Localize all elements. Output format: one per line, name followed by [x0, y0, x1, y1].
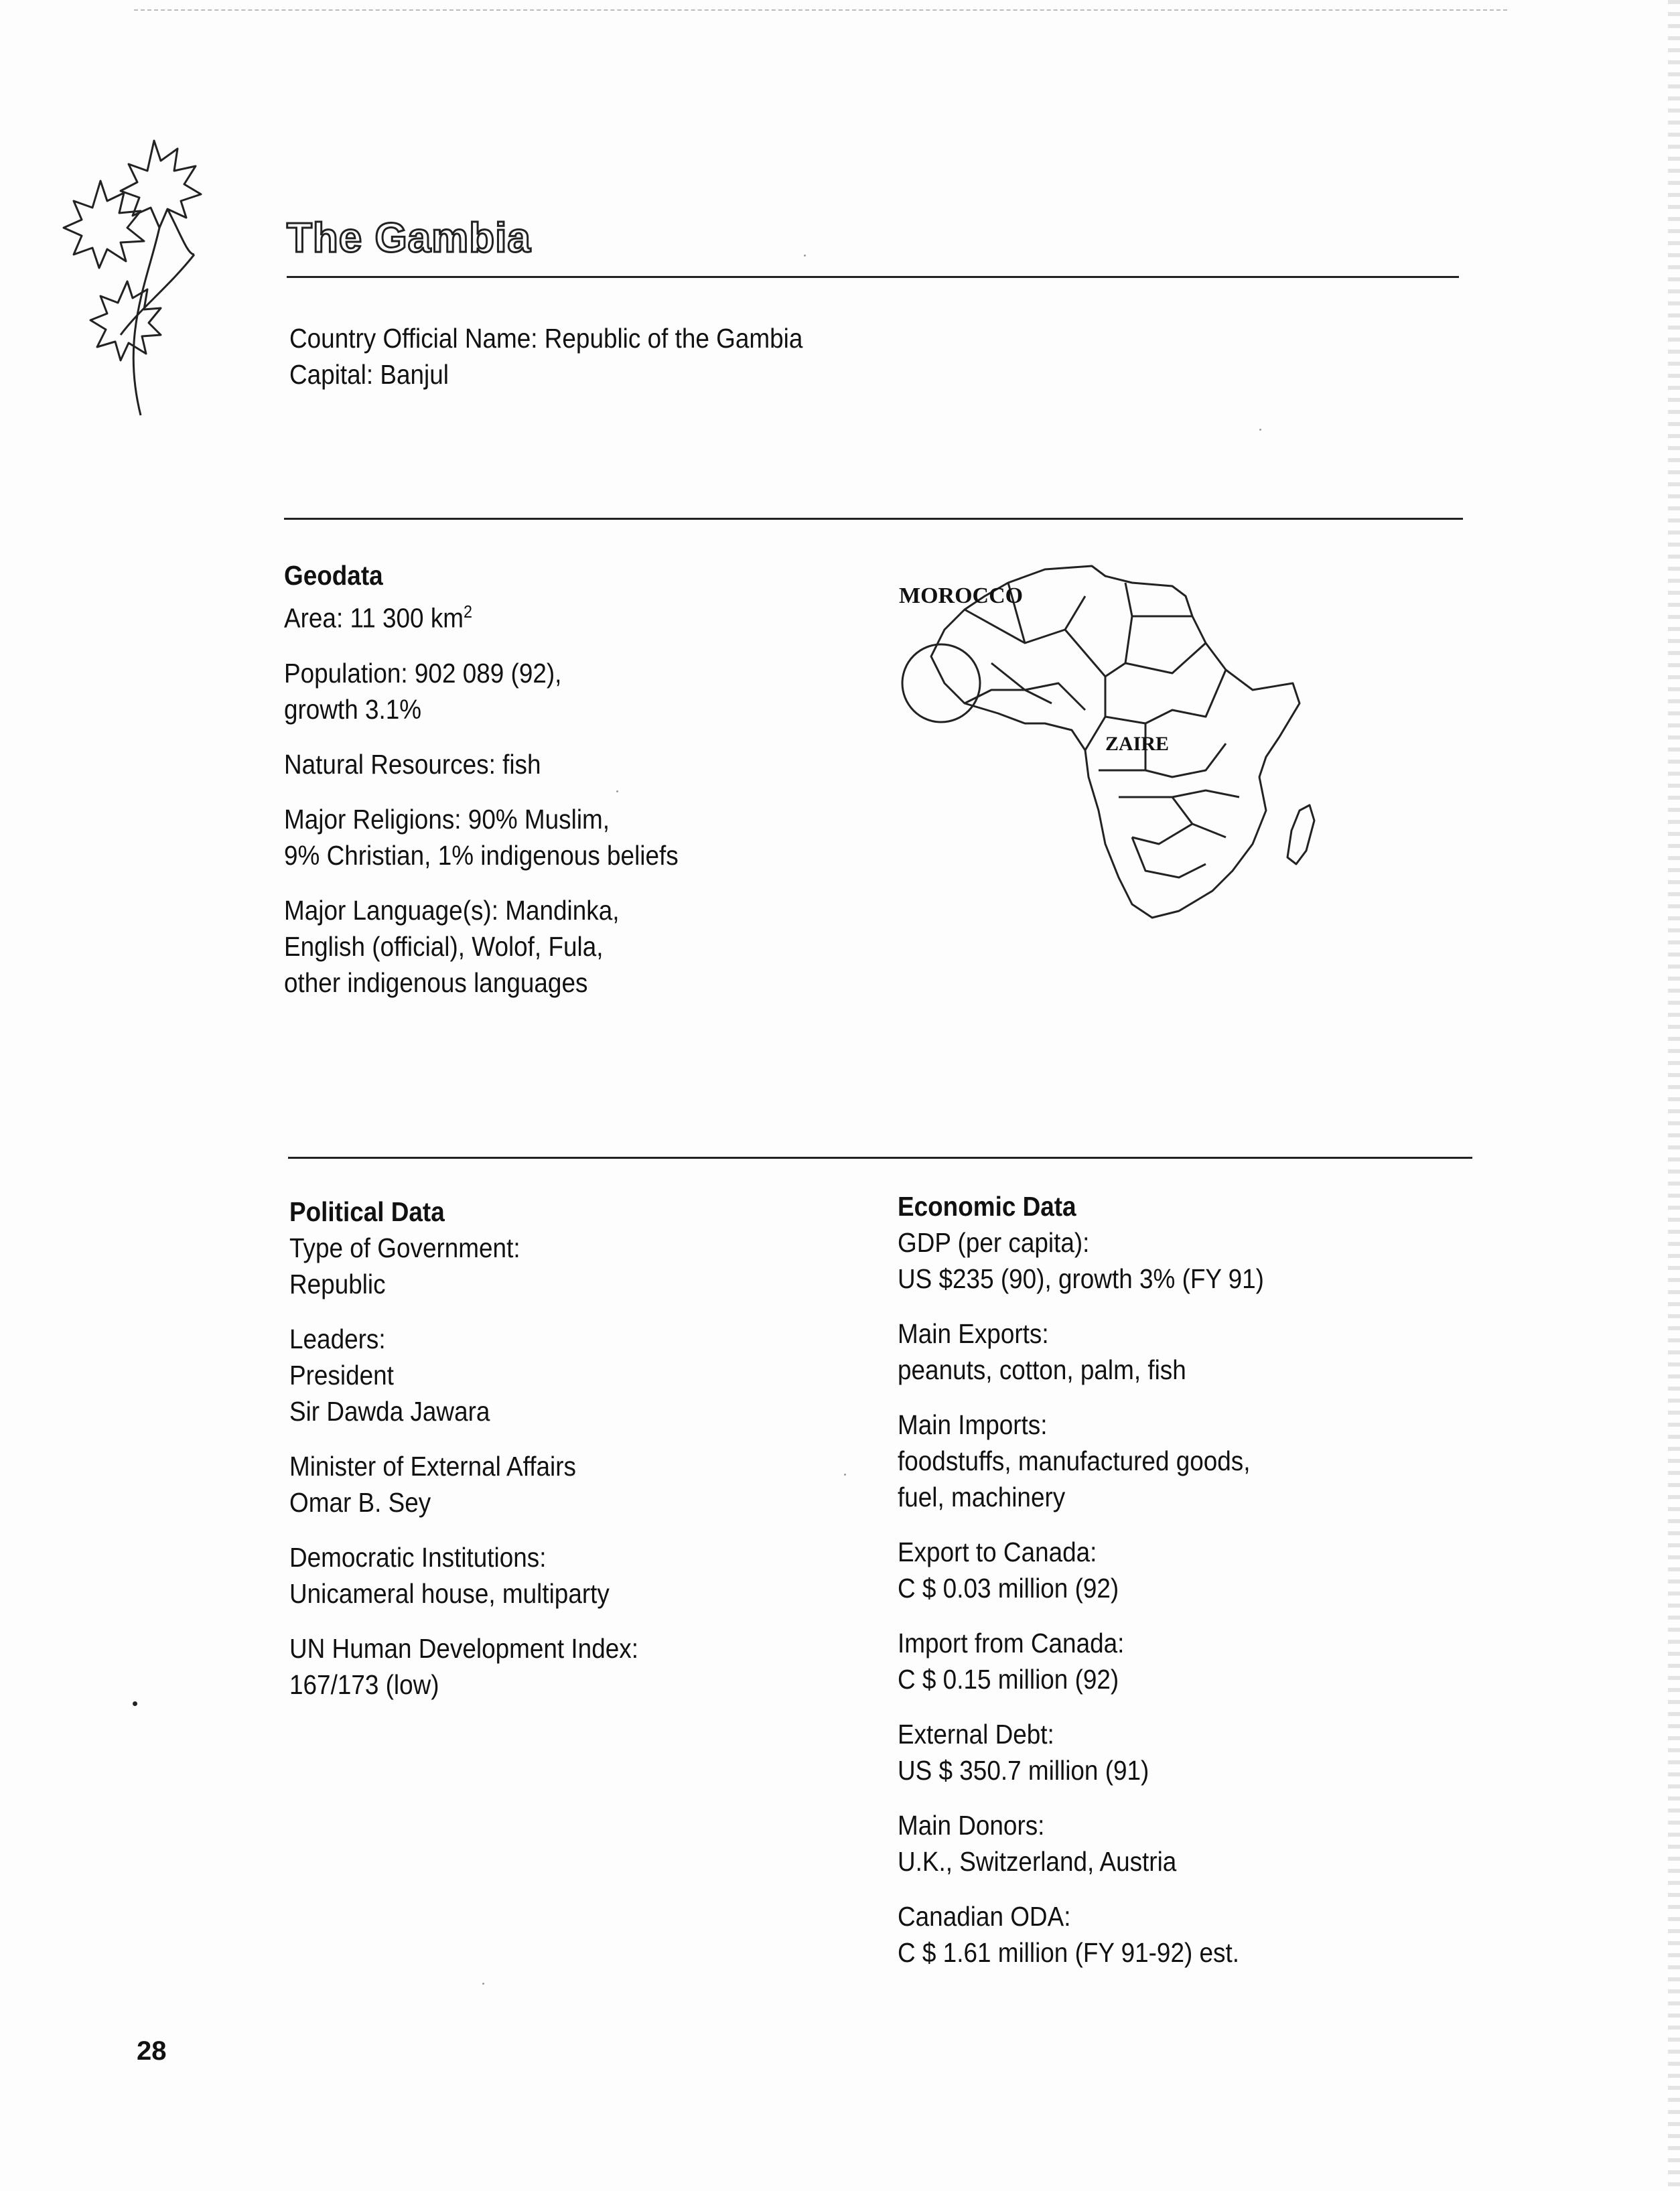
capital: Capital: Banjul: [289, 359, 449, 390]
political-heading: Political Data: [289, 1196, 445, 1227]
map-label-zaire: ZAIRE: [1105, 733, 1170, 755]
economic-export-canada-label: Export to Canada:: [898, 1537, 1097, 1567]
geodata-resources: Natural Resources: fish: [284, 748, 541, 780]
section-rule-geodata: [284, 518, 1463, 520]
geodata-religions-2: 9% Christian, 1% indigenous beliefs: [284, 839, 679, 871]
economic-imports-2: fuel, machinery: [898, 1482, 1066, 1512]
scan-speck: [804, 255, 806, 257]
area-unit-superscript: 2: [464, 602, 473, 622]
economic-gdp-label: GDP (per capita):: [898, 1227, 1090, 1258]
area-text: Area: 11 300 km: [284, 602, 464, 634]
economic-oda-value: C $ 1.61 million (FY 91-92) est.: [898, 1937, 1239, 1968]
economic-debt-label: External Debt:: [898, 1719, 1054, 1750]
political-gov-label: Type of Government:: [289, 1232, 520, 1263]
geodata-population-2: growth 3.1%: [284, 693, 422, 725]
economic-donors-label: Main Donors:: [898, 1810, 1045, 1841]
political-leaders-1: President: [289, 1360, 394, 1391]
section-rule-data: [288, 1157, 1472, 1159]
geodata-languages-1: Major Language(s): Mandinka,: [284, 894, 620, 926]
gambia-highlight-circle: [902, 644, 980, 722]
geodata-languages-2: English (official), Wolof, Fula,: [284, 930, 604, 962]
geodata-area: [284, 593, 679, 636]
economic-debt-value: US $ 350.7 million (91): [898, 1755, 1149, 1786]
title-rule: [287, 276, 1459, 278]
geodata-section: [284, 557, 722, 1001]
economic-export-canada-value: C $ 0.03 million (92): [898, 1573, 1119, 1604]
economic-import-canada-label: Import from Canada:: [898, 1628, 1125, 1658]
geodata-languages-3: other indigenous languages: [284, 967, 588, 998]
geodata-religions-1: Major Religions: 90% Muslim,: [284, 803, 610, 835]
economic-heading: Economic Data: [898, 1191, 1076, 1222]
economic-imports-1: foodstuffs, manufactured goods,: [898, 1445, 1251, 1476]
scan-edge-line: [134, 9, 1507, 11]
map-label-morocco: MOROCCO: [899, 583, 1024, 608]
economic-exports-value: peanuts, cotton, palm, fish: [898, 1354, 1186, 1385]
geodata-population-1: Population: 902 089 (92),: [284, 657, 562, 689]
political-minister-2: Omar B. Sey: [289, 1487, 431, 1518]
scan-edge-right: [1668, 0, 1680, 2191]
economic-section: [898, 1188, 1305, 1971]
political-minister-1: Minister of External Affairs: [289, 1451, 576, 1482]
economic-oda-label: Canadian ODA:: [898, 1901, 1071, 1932]
scan-speck: [616, 790, 618, 792]
scan-speck: [482, 1983, 484, 1985]
page-title: The Gambia: [287, 215, 531, 261]
political-institutions-label: Democratic Institutions:: [289, 1542, 547, 1573]
economic-gdp-value: US $235 (90), growth 3% (FY 91): [898, 1263, 1264, 1294]
economic-donors-value: U.K., Switzerland, Austria: [898, 1846, 1177, 1877]
economic-imports-label: Main Imports:: [898, 1409, 1048, 1440]
page-number: 28: [137, 2036, 167, 2066]
political-institutions-value: Unicameral house, multiparty: [289, 1578, 610, 1609]
geodata-heading: Geodata: [284, 560, 383, 591]
africa-map: [891, 556, 1346, 944]
madagascar-outline: [1287, 805, 1314, 864]
scan-speck: [1259, 429, 1261, 431]
political-hdi-label: UN Human Development Index:: [289, 1633, 638, 1664]
economic-import-canada-value: C $ 0.15 million (92): [898, 1664, 1119, 1695]
official-name: Country Official Name: Republic of the Gambia: [289, 323, 803, 354]
political-leaders-label: Leaders:: [289, 1324, 386, 1354]
scan-dot: [133, 1701, 137, 1706]
political-hdi-value: 167/173 (low): [289, 1669, 439, 1700]
political-leaders-2: Sir Dawda Jawara: [289, 1396, 490, 1427]
scan-speck: [844, 1474, 846, 1476]
political-section: [289, 1194, 677, 1703]
economic-exports-label: Main Exports:: [898, 1318, 1049, 1349]
maple-leaf-logo: [54, 134, 228, 429]
political-gov-value: Republic: [289, 1269, 386, 1299]
